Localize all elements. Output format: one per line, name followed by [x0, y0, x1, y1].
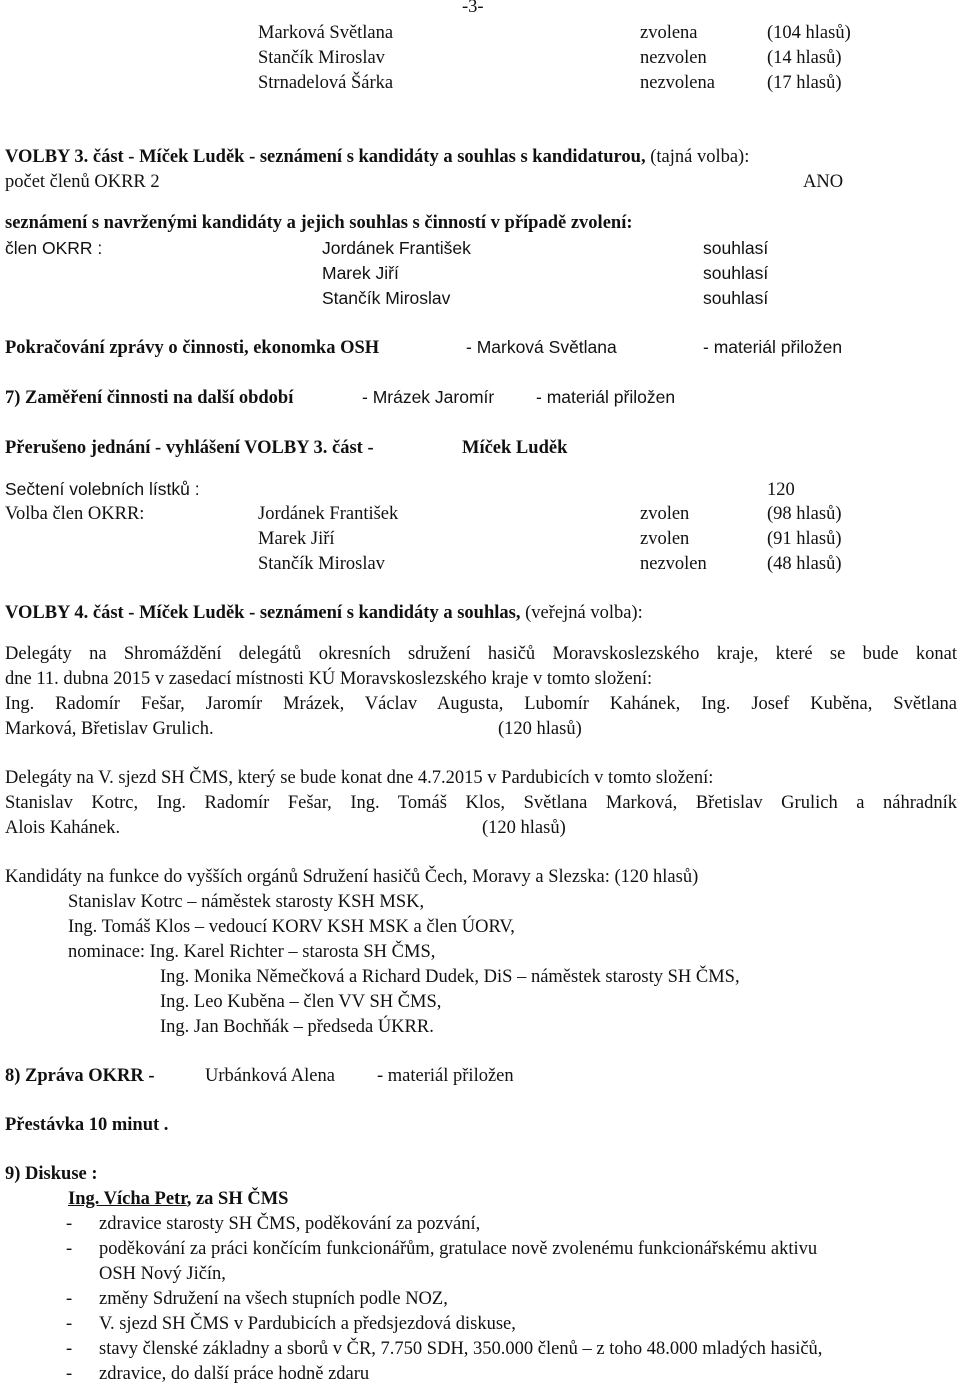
item7-name: - Mrázek Jaromír	[362, 387, 495, 407]
result-name: Jordánek František	[258, 504, 399, 524]
result-status: nezvolen	[640, 554, 707, 574]
delegates1-line4: Marková, Břetislav Grulich.	[5, 719, 214, 739]
ballot-count-label: Sečtení volebních lístků :	[5, 479, 200, 499]
bullet-dash: -	[66, 1214, 73, 1234]
higher-candidate: Ing. Leo Kuběna – člen VV SH ČMS,	[160, 992, 442, 1012]
continuation-material: - materiál přiložen	[703, 337, 843, 357]
interrupt-heading: Přerušeno jednání - vyhlášení VOLBY 3. část -	[5, 438, 374, 458]
result-name: Strnadelová Šárka	[258, 73, 394, 93]
result-votes: (91 hlasů)	[767, 529, 842, 549]
result-status: zvolen	[640, 504, 690, 524]
result-name: Stančík Miroslav	[258, 48, 385, 68]
result-name: Marková Světlana	[258, 23, 394, 43]
item7-heading: 7) Zaměření činnosti na další období	[5, 388, 294, 408]
bullet-dash: -	[66, 1289, 73, 1309]
higher-candidates-intro: Kandidáty na funkce do vyšších orgánů Sdružení hasičů Čech, Moravy a Slezska: (120 hlasů)	[5, 867, 699, 887]
item8-heading: 8) Zpráva OKRR -	[5, 1066, 155, 1086]
break-note: Přestávka 10 minut .	[5, 1115, 169, 1135]
discussion-point: změny Sdružení na všech stupních podle NOZ,	[99, 1289, 448, 1309]
candidate-name: Stančík Miroslav	[322, 288, 451, 308]
result-status: zvolena	[640, 23, 698, 43]
delegates2-votes: (120 hlasů)	[482, 818, 566, 838]
volby4-heading-bold: VOLBY 4. část - Míček Luděk - seznámení s kandidáty a souhlas,	[5, 603, 521, 623]
continuation-name: - Marková Světlana	[466, 337, 617, 357]
bullet-dash: -	[66, 1239, 73, 1259]
candidate-name: Jordánek František	[322, 238, 471, 258]
result-votes: (104 hlasů)	[767, 23, 851, 43]
item8-material: - materiál přiložen	[377, 1066, 514, 1086]
member-label: člen OKRR :	[5, 238, 103, 258]
ballot-count-value: 120	[767, 480, 795, 500]
higher-candidate: Ing. Tomáš Klos – vedoucí KORV KSH MSK a člen ÚORV,	[68, 917, 515, 937]
candidate-consent: souhlasí	[703, 263, 769, 283]
item7-material: - materiál přiložen	[536, 387, 676, 407]
discussion-point: zdravice starosty SH ČMS, poděkování za pozvání,	[99, 1214, 481, 1234]
delegates2-line3: Alois Kahánek.	[5, 818, 121, 838]
candidates-intro: seznámení s navrženými kandidáty a jejich souhlas s činností v případě zvolení:	[5, 213, 633, 233]
discussion-point-continuation: OSH Nový Jičín,	[99, 1264, 226, 1284]
candidate-consent: souhlasí	[703, 238, 769, 258]
delegates1-line1: Delegáty na Shromáždění delegátů okresních sdružení hasičů Moravskoslezského kraje, které se bude konat	[5, 644, 957, 664]
result-votes: (48 hlasů)	[767, 554, 842, 574]
result-status: zvolen	[640, 529, 690, 549]
results2-label: Volba člen OKRR:	[5, 504, 145, 524]
bullet-dash: -	[66, 1339, 73, 1359]
result-name: Stančík Miroslav	[258, 554, 385, 574]
volby3-heading-bold: VOLBY 3. část - Míček Luděk - seznámení s kandidáty a souhlas s kandidaturou,	[5, 147, 646, 167]
result-votes: (14 hlasů)	[767, 48, 842, 68]
okrr-count-answer: ANO	[803, 172, 844, 192]
higher-candidate: Ing. Monika Němečková a Richard Dudek, DiS – náměstek starosty SH ČMS,	[160, 967, 740, 987]
discussion-point: zdravice, do další práce hodně zdaru	[99, 1364, 370, 1384]
candidate-name: Marek Jiří	[322, 263, 399, 283]
interrupt-name: Míček Luděk	[462, 438, 568, 458]
bullet-dash: -	[66, 1364, 73, 1384]
bullet-dash: -	[66, 1314, 73, 1334]
page-number: -3-	[462, 0, 484, 17]
higher-candidate: Stanislav Kotrc – náměstek starosty KSH MSK,	[68, 892, 425, 912]
item9-heading: 9) Diskuse :	[5, 1164, 98, 1184]
continuation-heading: Pokračování zprávy o činnosti, ekonomka OSH	[5, 338, 380, 358]
result-status: nezvolena	[640, 73, 715, 93]
result-votes: (98 hlasů)	[767, 504, 842, 524]
speaker-org: , za SH ČMS	[186, 1189, 289, 1209]
candidate-consent: souhlasí	[703, 288, 769, 308]
volby3-heading-note: (tajná volba):	[650, 147, 750, 167]
delegates1-line2: dne 11. dubna 2015 v zasedací místnosti KÚ Moravskoslezského kraje v tomto složení:	[5, 669, 653, 689]
discussion-point: V. sjezd SH ČMS v Pardubicích a předsjezdová diskuse,	[99, 1314, 516, 1334]
result-status: nezvolen	[640, 48, 707, 68]
okrr-count: počet členů OKRR 2	[5, 172, 160, 192]
item8-name: Urbánková Alena	[205, 1066, 335, 1086]
result-votes: (17 hlasů)	[767, 73, 842, 93]
volby3-heading	[5, 148, 749, 167]
speaker	[68, 1190, 288, 1209]
delegates2-line2: Stanislav Kotrc, Ing. Radomír Fešar, Ing. Tomáš Klos, Světlana Marková, Břetislav Grulich a náhradník	[5, 793, 957, 813]
discussion-point: poděkování za práci končícím funkcionářům, gratulace nově zvolenému funkcionářskému aktivu	[99, 1239, 818, 1259]
delegates1-line3: Ing. Radomír Fešar, Jaromír Mrázek, Václav Augusta, Lubomír Kahánek, Ing. Josef Kuběna, Světlana	[5, 694, 957, 714]
result-name: Marek Jiří	[258, 529, 335, 549]
delegates2-line1: Delegáty na V. sjezd SH ČMS, který se bude konat dne 4.7.2015 v Pardubicích v tomto složení:	[5, 768, 714, 788]
volby4-heading-note: (veřejná volba):	[525, 603, 643, 623]
higher-candidate: nominace: Ing. Karel Richter – starosta SH ČMS,	[68, 942, 436, 962]
higher-candidate: Ing. Jan Bochňák – předseda ÚKRR.	[160, 1017, 434, 1037]
delegates1-votes: (120 hlasů)	[498, 719, 582, 739]
speaker-name: Ing. Vícha Petr	[68, 1189, 187, 1209]
discussion-point: stavy členské základny a sborů v ČR, 7.750 SDH, 350.000 členů – z toho 48.000 mladých hasičů,	[99, 1339, 823, 1359]
volby4-heading	[5, 604, 643, 623]
